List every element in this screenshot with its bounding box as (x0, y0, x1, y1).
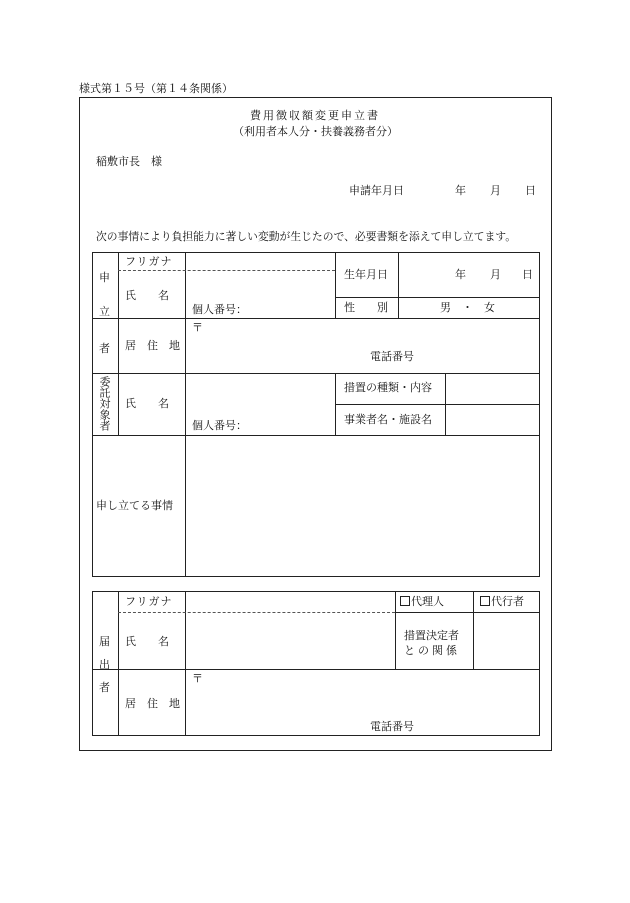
measure-type-input[interactable] (450, 377, 536, 401)
form-id: 様式第１５号（第１４条関係） (79, 82, 233, 95)
application-year[interactable]: 年 (455, 184, 466, 197)
notifier-postal-mark: 〒 (192, 672, 203, 685)
applicant-furigana-input[interactable] (190, 254, 330, 268)
applicant-name-input[interactable] (190, 274, 330, 300)
notifier-label-2: 出 (99, 658, 110, 671)
notifier-label-3: 者 (99, 681, 110, 694)
notifier-phone-label: 電話番号 (370, 720, 414, 733)
proxy-label: 代行者 (491, 595, 524, 608)
agent-checkbox[interactable] (400, 596, 444, 607)
entrusted-name-label: 氏 名 (125, 397, 169, 410)
measure-type-label: 措置の種類・内容 (344, 381, 432, 394)
applicant-postal-mark: 〒 (192, 321, 203, 334)
applicant-phone-label: 電話番号 (370, 350, 414, 363)
applicant-label-3: 者 (99, 342, 110, 355)
statement: 次の事情により負担能力に著しい変動が生じたので、必要書類を添えて申し立てます。 (96, 230, 516, 243)
applicant-individual-number-label: 個人番号： (192, 303, 247, 316)
circumstances-input[interactable] (190, 440, 536, 572)
form-title: 費用徴収額変更申立書 (250, 109, 380, 122)
applicant-label-1: 申 (99, 271, 110, 284)
entrusted-individual-number-label: 個人番号： (192, 419, 247, 432)
notifier-name-input[interactable] (190, 616, 390, 664)
sex-label: 性 別 (344, 301, 388, 314)
form-subtitle: （利用者本人分・扶養義務者分） (233, 125, 398, 138)
proxy-checkbox[interactable] (480, 596, 524, 607)
sex-options[interactable]: 男 ・ 女 (440, 301, 495, 314)
birth-day[interactable]: 日 (522, 268, 533, 281)
application-month[interactable]: 月 (490, 184, 501, 197)
notifier-address-label: 居 住 地 (125, 697, 180, 710)
facility-input[interactable] (450, 408, 536, 432)
relation-input[interactable] (478, 616, 536, 664)
applicant-label-2: 立 (99, 305, 110, 318)
notifier-address-input[interactable] (205, 673, 535, 713)
notifier-furigana-input[interactable] (190, 594, 390, 609)
relation-label-1: 措置決定者 (404, 629, 459, 642)
checkbox-icon (400, 596, 410, 606)
applicant-name-label: 氏 名 (125, 289, 169, 302)
addressee: 稲敷市長 様 (96, 155, 162, 168)
notifier-label-1: 届 (99, 635, 110, 648)
birth-year[interactable]: 年 (455, 268, 466, 281)
applicant-furigana-label: フリガナ (125, 255, 173, 268)
applicant-address-input[interactable] (205, 322, 535, 348)
agent-label: 代理人 (411, 595, 444, 608)
notifier-name-label: 氏 名 (125, 635, 169, 648)
relation-label-2: との関係 (404, 644, 460, 657)
application-date-label: 申請年月日 (349, 184, 404, 197)
circumstances-label: 申し立てる事情 (96, 499, 173, 512)
entrusted-section-label: 委託対象者 (98, 376, 111, 431)
applicant-address-label: 居 住 地 (125, 339, 180, 352)
entrusted-name-input[interactable] (190, 378, 330, 416)
checkbox-icon (480, 596, 490, 606)
facility-label: 事業者名・施設名 (344, 413, 432, 426)
birth-month[interactable]: 月 (490, 268, 501, 281)
notifier-furigana-label: フリガナ (125, 595, 173, 608)
birth-date-label: 生年月日 (344, 268, 388, 281)
application-day[interactable]: 日 (525, 184, 536, 197)
